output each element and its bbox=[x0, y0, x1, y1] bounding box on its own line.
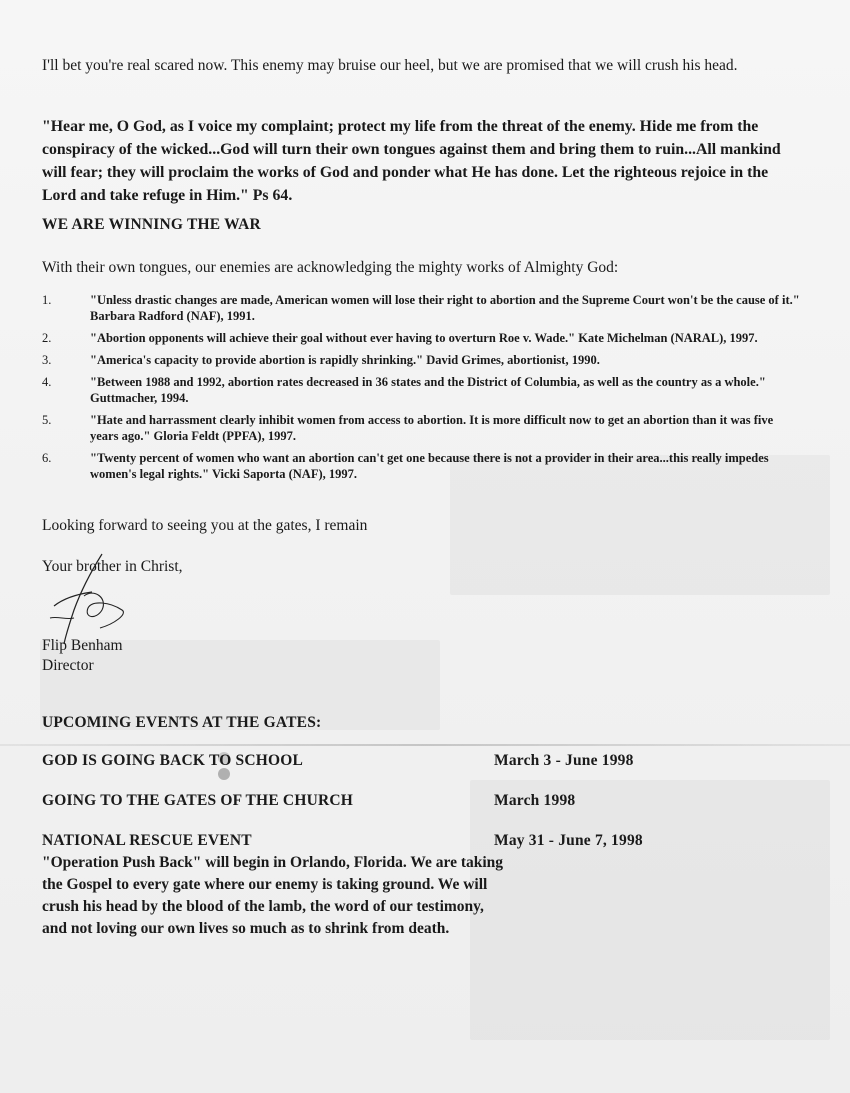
quote-text: "Unless drastic changes are made, American women will lose their right to abortion and the Supreme Court won't be the cause of it." Barbara Radford (NAF), 1991. bbox=[90, 293, 800, 323]
event-date: March 1998 bbox=[494, 792, 576, 809]
list-item bbox=[42, 352, 802, 368]
event-date: May 31 - June 7, 1998 bbox=[494, 832, 643, 849]
list-number: 3. bbox=[42, 353, 52, 367]
signer-name: Flip Benham bbox=[42, 637, 123, 654]
quote-text: "America's capacity to provide abortion is rapidly shrinking." David Grimes, abortionist, 1990. bbox=[90, 353, 600, 367]
list-number: 1. bbox=[42, 293, 52, 307]
list-item bbox=[42, 292, 802, 324]
event-title: GOING TO THE GATES OF THE CHURCH bbox=[42, 792, 354, 809]
salutation: Your brother in Christ, bbox=[42, 558, 183, 575]
bleed-through-shape bbox=[470, 780, 830, 1040]
paragraph-intro: I'll bet you're real scared now. This enemy may bruise our heel, but we are promised that we will crush his head. bbox=[42, 57, 738, 74]
paper-fold-line bbox=[0, 744, 850, 746]
heading-winning-war: WE ARE WINNING THE WAR bbox=[42, 216, 261, 233]
signer-title: Director bbox=[42, 657, 94, 674]
event-title: GOD IS GOING BACK TO SCHOOL bbox=[42, 752, 304, 769]
heading-upcoming-events: UPCOMING EVENTS AT THE GATES: bbox=[42, 714, 322, 731]
rescue-event-description: "Operation Push Back" will begin in Orlando, Florida. We are taking the Gospel to every gate where our enemy is taking ground. We will crush his head by the blood of the lamb, the word of our testimony, and not loving our own lives so much as to shrink from death. bbox=[42, 854, 504, 937]
list-number: 6. bbox=[42, 451, 52, 465]
event-date: March 3 - June 1998 bbox=[494, 752, 634, 769]
list-number: 5. bbox=[42, 413, 52, 427]
quote-text: "Between 1988 and 1992, abortion rates decreased in 36 states and the District of Columbia, as well as the country as a whole." Guttmacher, 1994. bbox=[90, 375, 766, 405]
event-title: NATIONAL RESCUE EVENT bbox=[42, 832, 252, 849]
quote-text: "Twenty percent of women who want an abortion can't get one because there is not a provider in their area...this really impedes women's legal rights." Vicki Saporta (NAF), 1997. bbox=[90, 451, 769, 481]
list-item bbox=[42, 450, 802, 482]
quote-list bbox=[42, 292, 802, 488]
closing-line: Looking forward to seeing you at the gates, I remain bbox=[42, 517, 368, 534]
list-item bbox=[42, 330, 802, 346]
quote-text: "Abortion opponents will achieve their goal without ever having to overturn Roe v. Wade." Kate Michelman (NARAL), 1997. bbox=[90, 331, 758, 345]
list-number: 2. bbox=[42, 331, 52, 345]
quotes-intro: With their own tongues, our enemies are acknowledging the mighty works of Almighty God: bbox=[42, 259, 619, 276]
psalm-quote: "Hear me, O God, as I voice my complaint; protect my life from the threat of the enemy. Hide me from the conspiracy of the wicked...God will turn their own tongues against them and bring them to ruin...All mankind will fear; they will proclaim the works of God and ponder what He has done. Let the righteous rejoice in the Lord and take refuge in Him." Ps 64. bbox=[42, 118, 781, 204]
quote-text: "Hate and harrassment clearly inhibit women from access to abortion. It is more difficult now to get an abortion than it was five years ago." Gloria Feldt (PPFA), 1997. bbox=[90, 413, 774, 443]
list-number: 4. bbox=[42, 375, 52, 389]
handwritten-signature bbox=[44, 548, 134, 648]
list-item bbox=[42, 374, 802, 406]
list-item bbox=[42, 412, 802, 444]
